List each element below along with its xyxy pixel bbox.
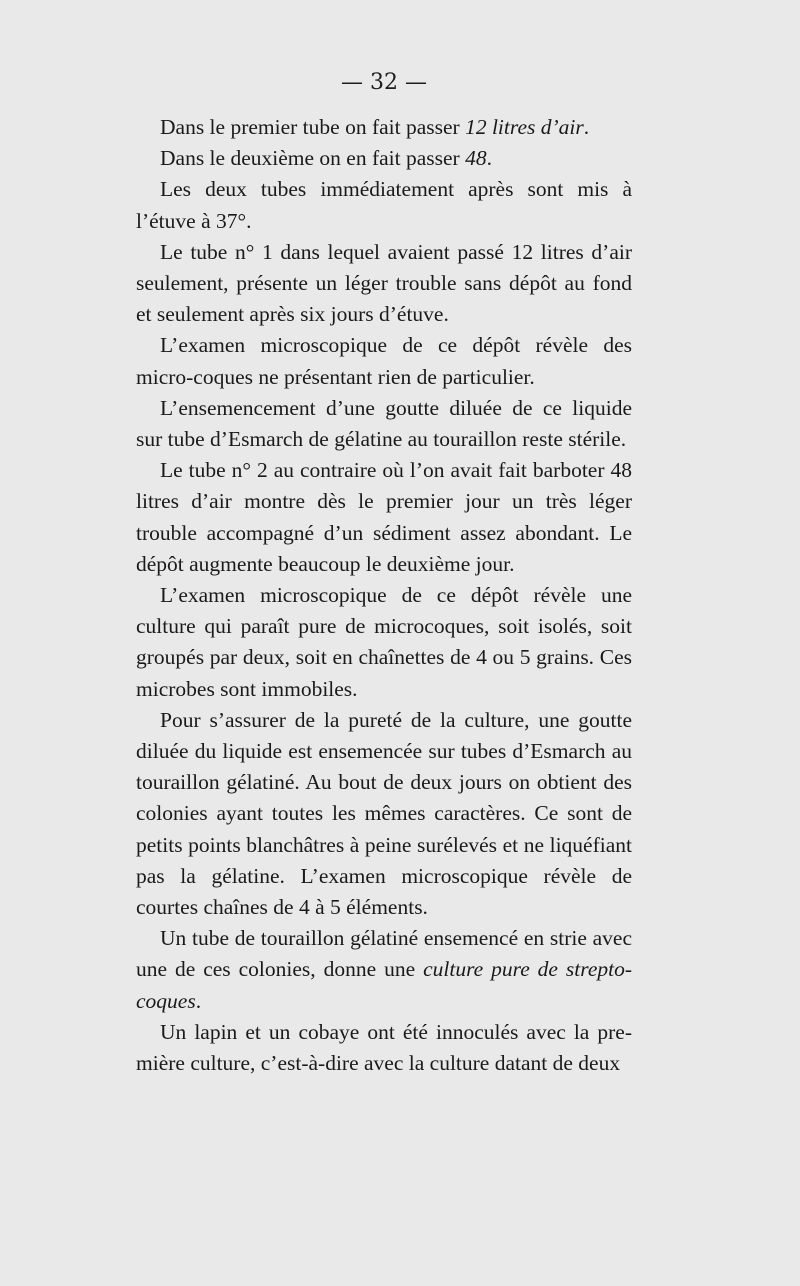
text-run: Le tube n° 1 dans lequel avaient passé 12 litres d’air seulement, présente un léger trouble sans dépôt au fond et seulement après six jours d’étuve. [136,239,632,327]
text-run: Dans le premier tube on fait passer [160,115,466,139]
paragraph [136,1017,632,1079]
italic-text: 12 litres d’air [465,115,584,139]
italic-text: 48 [465,146,487,171]
text-run: Un tube de touraillon gélatiné ensemencé en strie avec une de ces colonies, donne une [136,926,632,982]
paragraph [136,393,632,455]
paragraph [136,330,632,392]
text-run: Un lapin et un cobaye ont été innoculés avec la pre-mière culture, c’est-à-dire avec la culture datant de deux [136,1019,632,1076]
italic-text: culture pure de strepto-coques [136,957,633,1013]
text-run: . [486,146,492,171]
paragraph [136,580,632,705]
text-run: . [195,988,202,1013]
page-number: — 32 — [341,70,427,95]
paragraph [136,455,632,580]
paragraph [136,112,632,143]
text-run: Les deux tubes immédiatement après sont mis à l’étuve à 37°. [136,177,632,233]
paragraph [136,174,632,236]
paragraph [136,923,632,1017]
body-text [136,112,632,1079]
text-run: L’examen microscopique de ce dépôt révèle une culture qui paraît pure de microcoques, soit isolés, soit groupés par deux, soit en chaînettes de 4 ou 5 grains. Ces microbes sont immobiles. [136,583,632,701]
paragraph [136,237,632,331]
text-run: L’examen microscopique de ce dépôt révèle des micro-coques ne présentant rien de particulier. [136,333,632,389]
text-run: . [583,115,590,139]
text-run: Pour s’assurer de la pureté de la culture, une goutte diluée du liquide est ensemencée sur tubes d’Esmarch au touraillon gélatiné. Au bout de deux jours on obtient des colonies ayant toutes les mêmes caractères. Ce sont de petits points blanchâtres à peine surélevés et ne liquéfiant pas la gélatine. L’examen microscopique révèle de courtes chaînes de 4 à 5 éléments. [136,707,632,920]
text-run: L’ensemencement d’une goutte diluée de ce liquide sur tube d’Esmarch de gélatine au touraillon reste stérile. [136,395,632,452]
text-run: Le tube n° 2 au contraire où l’on avait fait barboter 48 litres d’air montre dès le premier jour un très léger trouble accompagné d’un sédiment assez abondant. Le dépôt augmente beaucoup le deuxième jour. [136,458,632,576]
paragraph [136,143,632,174]
paragraph [136,705,632,923]
text-run: Dans le deuxième on en fait passer [160,146,466,171]
